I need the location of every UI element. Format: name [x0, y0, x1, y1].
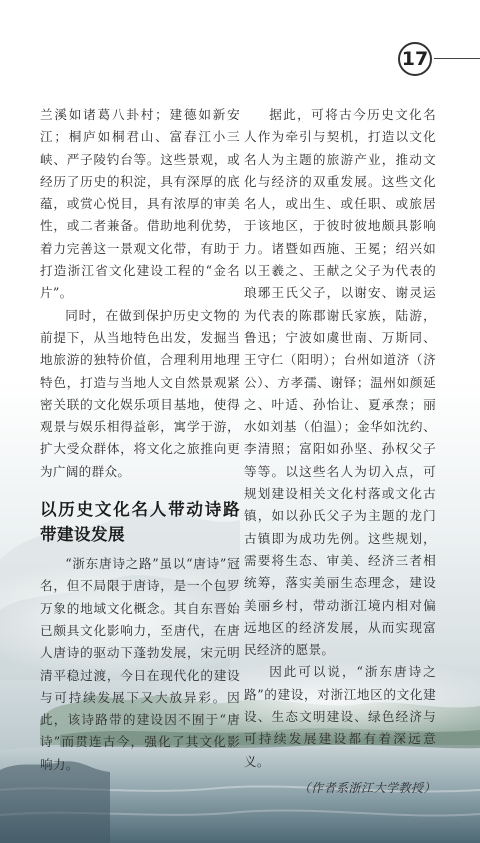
left-paragraph-1: 兰溪如诸葛八卦村；建德如新安江；桐庐如桐君山、富春江小三峡、严子陵钓台等。这些景观，或经历了历史的积淀，具有深厚的底蕴，或赏心悦目，具有浓厚的审美性，或二者兼备。借助地利优势，着力完善这一景观文化带，有助于打造浙江省文化建设工程的“金名片”。	[40, 107, 240, 301]
left-column	[40, 104, 240, 776]
section-heading: 以历史文化名人带动诗路带建设发展	[40, 500, 240, 545]
author-note: （作者系浙江大学教授）	[298, 780, 436, 795]
left-paragraph-3: “浙东唐诗之路”虽以“唐诗”冠名，但不局限于唐诗，是一个包罗万象的地域文化概念。其自东晋始已颇具文化影响力，至唐代，在唐人唐诗的驱动下蓬勃发展，宋元明清平稳过渡，今日在现代化的建设与可持续发展下又大放异彩。因此，该诗路带的建设因不囿于“唐诗”而贯连古今，强化了其文化影响力。	[40, 556, 240, 772]
left-paragraph-2: 同时，在做到保护历史文物的前提下，从当地特色出发，发掘当地旅游的独特价值，合理利用地理特色，打造与当地人文自然景观紧密关联的文化娱乐项目基地，使得观景与娱乐相得益彰，寓学于游，扩大受众群体，将文化之旅推向更为广阔的群众。	[40, 307, 240, 479]
page-number: 17	[398, 42, 432, 76]
page-number-badge	[398, 42, 432, 76]
right-paragraph-1: 据此，可将古今历史文化名人作为牵引与契机，打造以文化名人为主题的旅游产业，推动文化与经济的双重发展。这些文化名人，或出生、或任职、或旅居于该地区，于彼时彼地颇具影响力。诸暨如西施、王冕；绍兴如以王羲之、王献之父子为代表的琅琊王氏父子，以谢安、谢灵运为代表的陈郡谢氏家族，陆游，鲁迅；宁波如虞世南、万斯同、王守仁（阳明）；台州如道济（济公）、方孝孺、谢铎；温州如颜延之、叶适、孙怡让、夏承焘；丽水如刘基（伯温）；金华如沈约、李清照；富阳如孙坚、孙权父子等等。以这些名人为切入点，可规划建设相关文化村落或文化古镇，如以孙氏父子为主题的龙门古镇即为成功先例。这些规划，需要将生态、审美、经济三者相统筹，落实美丽生态理念，建设美丽乡村，带动浙江境内相对偏远地区的经济发展，从而实现富民经济的愿景。	[244, 107, 436, 658]
right-column	[244, 104, 436, 799]
right-paragraph-2: 因此可以说，“浙东唐诗之路”的建设，对浙江地区的文化建设、生态文明建设、绿色经济与可持续发展建设都有着深远意义。	[244, 664, 436, 769]
header-rule	[434, 58, 480, 59]
